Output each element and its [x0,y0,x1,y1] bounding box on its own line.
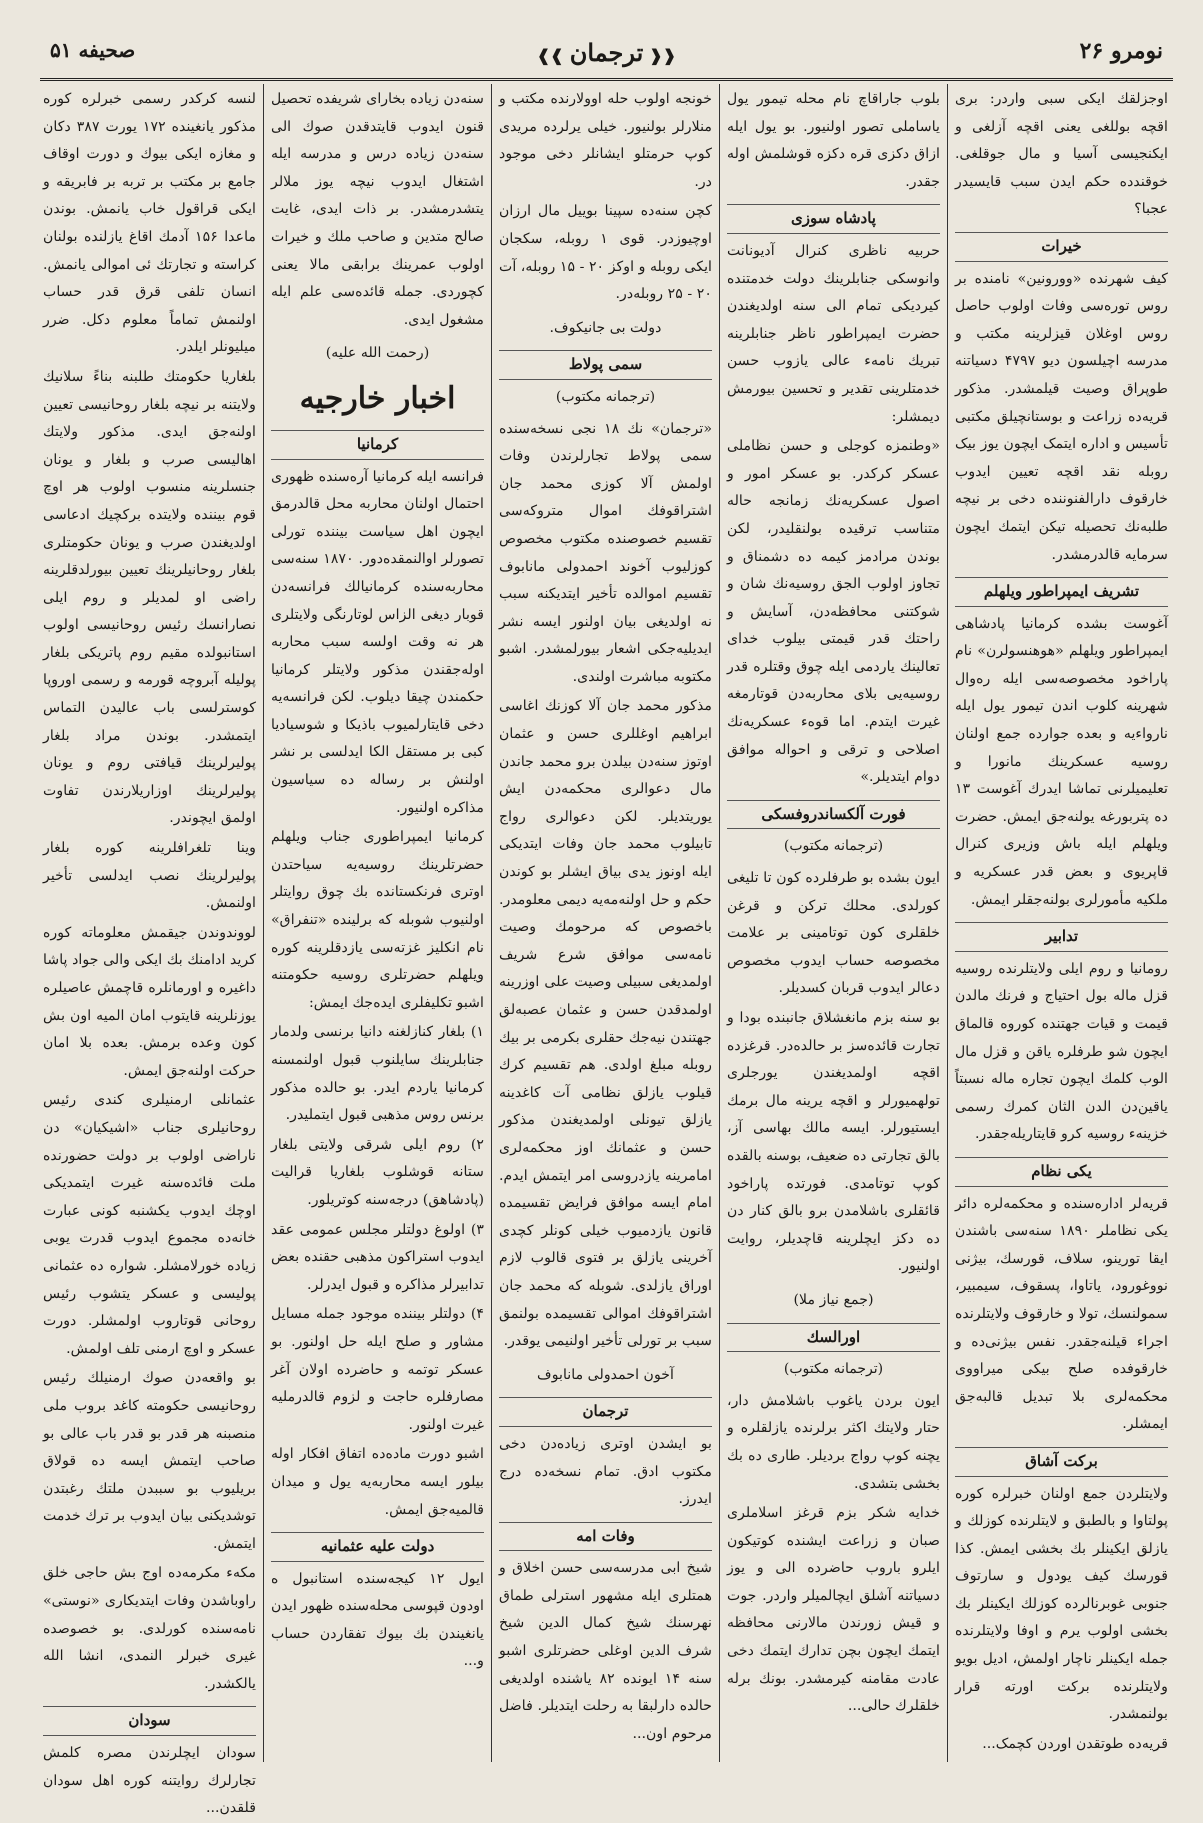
newspaper-title: ❰❰ ترجمان ❱❱ [536,38,677,67]
text-columns [36,84,1175,1817]
paragraph: حربیه ناظری کنرال آدیونانت وانوسکی جنابلرینك دولت خدمتنده کیردیکی تمام الی سنه اولدیغندن حضرت ایمپراطور ناظر جنابلرینه تبریك نامه‌ء عالی یازوب حسن خدمتلرینی تقدیر و تحسین بیورمش دیمشلر: [727,242,940,425]
paragraph: بو واقعه‌دن صوك ارمنیلك رئیس روحانیسی حکومته کاغد بروب ملی منصبنه هر قدر بو قدر باب عالی بو صاحب ایتمش ایسه ده قولاق بریلیوب بو سببدن ملتك رغبتدن توشدیکنی بیان ایدوب بر ترك خدمت ایتمش. [43,1370,256,1552]
left-ornament-icon: ❰❰ [536,46,564,65]
section-heading: سمی پولاط [499,350,712,380]
paragraph: ۴) دولتلر بیننده موجود جمله مسایل مشاور و صلح ایله حل اولنور. بو عسکر توتمه و حاضرده اولان آغر مصارفلره حاجت و لزوم قالدرملیه غیرت اولنور. [271,1306,484,1433]
paragraph: لووندوندن جیقمش معلوماته کوره کرید ادامنك بك ایکی والی جواد پاشا داغیره و اورمانلره قاچمش عاصیلره یوزنلرینه قایتوب امان المیه اون بش کون وعده برمش. بعده بلا امان حرکت اولنه‌جق ایمش. [43,924,256,1079]
paragraph: وینا تلغرافلرینه کوره بلغار پولیرلرینك نصب ایدلسی تأخیر اولنمش. [43,840,256,912]
paragraph: رومانیا و روم ایلی ولایتلرنده روسیه قزل ماله بول احتیاج و فرنك مالدن قیمت و قیات جهتنده کوروه قالماق ایچون شو طرفلره یاقن و قزل مال الوب کلمك ایچون تجاره ماله نسبتاً یاقین‌دن الدن الثان کمرك رسمی خزینه‌ء روسیه کرو قایتاریله‌جقدر. [955,960,1168,1143]
paragraph: ایون بردن یاغوب باشلامش دار، حتار ولایتك اکثر برلرنده یازلقلره و یچنه کوپ رواج بردیلر. طاری ده بك بخشی بتشدی. [727,1392,940,1492]
paragraph: بو سنه بزم مانغشلاق جانبنده بودا و تجارت قائده‌سز بر حالده‌در. قرغزده اقچه اولمدیغندن یورجلری تولهمیورلر و اقچه یرینه مال برمك ایستیورلر. ایسه مالك بهاسی آز، بالق تجارتی ده ضعیف، بوسنه بالقده کوپ توتامدی. فورتده پاراخود قائقلری باشلامدن برو بالق کنار دن ده دکز ایچلرینه قاچدیلر، روایت اولنیور. [727,1010,940,1275]
column-2 [719,84,947,1762]
paragraph: شیخ ابی مدرسه‌سی حسن اخلاق و همتلری ایله مشهور استرلی طماق نهرسنك شیخ کمال الدین شیخ شرف الدین اوغلی حضرتلری اشبو سنه ۱۴ ایونده ۸۲ یاشنده اولدیغی حالده دارلبقا به رحلت ایتدیلر. فاضل مرحوم اون... [499,1560,712,1742]
section-heading: یکی نظام [955,1157,1168,1187]
paragraph: کرمانیا ایمپراطوری جناب ویلهلم حضرتلرینك روسیه‌یه سیاحتدن اوتری فرنکستانده بك چوق روایتلر اولنیوب شوبله که برلینده «تنفراق» نام انکلیز غزته‌سی یازدقلرینه کوره ویلهلم حضرتلری روسیه حکومتنه اشبو تکلیفلری ایده‌جك ایمش: [271,829,484,1011]
signature: (رحمت الله علیه) [325,345,430,362]
foreign-news-title: اخبار خارجیه [299,380,456,416]
paragraph: خدایه شکر بزم قرغز اسلاملری صبان و زراعت ایشنده کوتیکون ایلرو باروب حاضرده الی و یوز دسیاتنه آشلق ایچالمیلر واردر. جوت و قیش زورندن مالارنی محافظه ایتمك ایچون بچن تدارك ایتمك دخی عادت مقامنه کیرمشدر. بونك برله خلقلرك حالی... [727,1505,940,1715]
section-subheading: (ترجمانه مکتوب) [555,388,656,405]
section-heading: ترجمان [499,1397,712,1427]
signature: دولت بی جانیکوف. [549,319,662,336]
column-1 [947,84,1175,1762]
paragraph: مکه‌ء مکرمه‌ده اوج بش حاجی خلق راوباشدن وفات ایتدیکاری «نوستی» نامه‌سنده کورلدی. بو خصوصده غیری خبرلر النمدی، انشا الله یالکشدر. [43,1565,256,1692]
paragraph: ۳) اولوغ دولتلر مجلس عمومی عقد ایدوب استراکون مذهبی حقنده بعض تدابیرلر مذاکره و قبول ایدرلر. [271,1221,484,1293]
signature: آخون احمدولی مانابوف [536,1366,675,1383]
paragraph: خونجه اولوب حله اوولارنده مکتب و منلارلر بولنیور. خیلی یرلرده مریدی کوپ حرمتلو ایشانلر دخی موجود در. [499,91,712,190]
paragraph: لنسه کرکدر رسمی خبرلره کوره مذکور یانغینده ۱۷۲ یورت ۳۸۷ دکان و مغازه ایکی بیوك و دورت اوقاف جامع بر مکتب بر تربه بر فابریقه و ایکی قراقول خاب یانمش. بوندن ماعدا ۱۵۶ آدمك اقاغ یازلنده بولنان کراسته و تجارتك ئی اموالی یانمش. انسان تلفی قرق قدر حساب اولنمش تماماً معلوم دکل. ضرر میلیونلر ایلدر. [43,91,256,356]
paragraph: ۱) بلغار کنازلغنه دانیا برنسی ولدمار جنابلرینك سایلنوب قبول اولنمسنه کرمانیا یاردم ایدر. بو حالده مذکور برنس روس مذهبی قبول ایتملیدر. [271,1024,484,1124]
paragraph: قریه‌لر اداره‌سنده و محکمه‌لره دائر یکی نظاملر ۱۸۹۰ سنه‌سی باشندن ایقا تورینو، سلاف، قورسك، بیژنی نووغورود، یاتاوا، پسقوف، سیمبیر، سمولنسك، تولا و خارقوف ولایتلرنده اجراء قیلنه‌جقدر. نفس بیژنی‌ده و خارقوفده صلح بیکی میراووی محکمه‌لری بلا تبدیل قالبه‌جق ایمشلر. [955,1195,1168,1433]
masthead [40,28,1173,81]
paragraph: اوجزلقك ایکی سبی واردر: بری اقچه بوللغی یعنی اقچه آزلغی و ایکنجیسی آسیا و مال جوقلغی. خوقندده حکم ایدن سبب قایسیدر عجبا؟ [955,91,1168,218]
paragraph: سودان ایچلرندن مصره کلمش تجارلرك روایتنه کوره اهل سودان قلقدن... [43,1745,256,1817]
section-heading: تشریف ایمپراطور ویلهلم [955,577,1168,607]
paragraph: عثمانلی ارمنیلری کندی رئیس روحانیلری جناب «اشیکیان» دن ناراضی اولوب بر دولت حضورنده ملت فائده‌سنه غیرت ایتمدیکی اوچك ایدوب یکشنبه کونی عبارت خانه‌ده مجموع ایدوب قدرت یوبی زیاده خورلامشلر. شواره ده عثمانی پولیسی و عسکر یتشوب رئیس روحانی قوتاروب اولمشلر. دورت عسکر و اوچ ارمنی تلف اولمش. [43,1092,256,1357]
section-heading: پادشاه سوزی [727,204,940,234]
column-4 [263,84,491,1762]
paragraph: مذکور محمد جان آلا کوزنك اغاسی ابراهیم اوغللری حسن و عثمان اوتوز سنه‌دن بیلدن برو محمد جاندن مال دعوالری محکمه‌دن ایش یوریتدیلر. لکن دعوالری رواج تابیلوب محمد جان وفات ایتدیکی ایله اونوز یدی بیاق ایشلر بو کوندن حکم و حل اولنه‌مه‌یه دیمی معلومدر. باخصوص که مرحومك وصیت نامه‌سی موافق شرع شریف اولمدیغی سبیلی وصیت علی اوزرینه اولمدقدن حسن و عثمان عصبه‌لق جهتندن نیه‌جك حقلری بکرمی بر بیك روبله مبلغ اولدی. هم تقسیم کرك قیلوب یازلق نظامی آت کاغدینه یازلق تیونلی اولمدیغندن مذکور حسن و عثمانك اوز محکمه‌لری امامرینه یازدروسی امر ایتمش ایدم. امام ایسه موافق فرایض تقسیمده قانون یازدمیوب خیلی کونلر کچدی آخرینی یازلق بر فتوی قالوب لازم اوراق یازلدی. شوبله که محمد جان اشتراقوفك اموالی تقسیمده بولنمق سبب بر تورلی تأخیر اولنیمی یوقدر. [499,698,712,1350]
section-subheading: (ترجمانه مکتوب) [783,1361,884,1378]
section-heading: وفات امه [499,1522,712,1552]
paragraph: اشبو دورت ماده‌ده اتفاق افکار اوله بیلور ایسه محاربه‌یه یول و میدان قالمیه‌جق ایمش. [271,1446,484,1518]
page-number: ۵۱ صحیفه [50,38,136,62]
section-heading: کرمانیا [271,430,484,460]
section-heading: دولت علیه عثمانیه [271,1532,484,1562]
column-5 [36,84,263,1817]
paragraph: ایون بشده بو طرفلرده کون تا تلیغی کورلدی. محلك ترکن و قرغن خلقلری کون توتامینی بر علامت مخصوصه حساب ایدوب مخصوص دعالر ایدوب قربان کسدیلر. [727,870,940,997]
section-heading: فورت آلکساندروفسکی [727,800,940,830]
right-ornament-icon: ❱❱ [649,46,677,65]
paragraph: کچن سنه‌ده سپینا بوییل مال ارزان اوچیوزدر. قوی ۱ روبله، سکجان ایکی روبله و اوکز ۲۰ - ۱۵ روبله، آت ۲۰ - ۲۵ روبله‌در. [499,203,712,303]
paragraph: سنه‌دن زیاده بخارای شریفده تحصیل قنون ایدوب قایتدقدن صوك الی سنه‌دن زیاده درس و مدرسه ایله اشتغال ایدوب نیچه یوز ملالر یتشدرمشدر. بر ذات ایدی، غایت صالح متدین و صاحب ملك و خیرات اولوب عمرینك برابقی مالا یعنی کچوردی. جمله قائده‌سی علم ایله مشغول ایدی. [271,91,484,328]
section-heading: خیرات [955,232,1168,262]
signature: (جمع نیاز ملا) [793,1291,874,1308]
paragraph: ایول ۱۲ کیجه‌سنده استانبول ه اودون قپوسی محله‌سنده ظهور ایدن یانغیندن بك بیوك تفقاردن حساب و... [271,1570,484,1670]
section-heading: اورالسك [727,1323,940,1353]
paragraph: آغوست بشده کرمانیا پادشاهی ایمپراطور ویلهلم «هوهنسولرن» نام پاراخود مخصوصه‌سی ایله ره‌وال شهرینه کلوب اندن تیمور یول ایله نارواءیه و بعده جوارده جمع اولنان روسیه عسکرینك مانورا و تعلیمیلرنی تماشا ایدرك آغوست ۱۳ ده پتربورغه یولنه‌جق ایمش. حضرت ویلهلم ایله باش وزیری کنرال قاپریوی و بعض قدر عسکریه و ملکیه مأمورلری بولنه‌جقلر ایمش. [955,615,1168,908]
section-subheading: (ترجمانه مکتوب) [783,838,884,855]
paragraph: کیف شهرنده «وورونین» نامنده بر روس توره‌سی وفات اولوب حاصل روس اوغلان قیزلرینه مکتب و مدرسه اچیلسون دیو ۴۷۹۷ دسیاتنه طوپراق وصیت قیلمشدر. مذکور قریه‌ده زراعت و بوستانچیلق مکتبی تأسیس و اداره ایتمک ایچون یوز بیک روبله نقد اقچه تعیین ایدوب خارقوف دارالفنوننده دخی بر نیچه طلبه‌نك تحصیله تیکن ایتمك ایچون سرمایه قالدرمشدر. [955,270,1168,563]
issue-number: نومرو ۲۶ [1079,38,1163,64]
section-heading: سودان [43,1706,256,1736]
paragraph: «ترجمان» نك ۱۸ نجی نسخه‌سنده سمی پولاط تجارلرندن وفات اولمش آلا کوزی محمد جان اشتراقوفك اموال متروکه‌سی تقسیم خصوصنده مکتوب مخصوص کوزلیوب آخوند احمدولی مانابوف تقسیم اموالده تأخیر ایتدیکنه سبب نه اولدیغی بیان اولنور ایسه نشر ایدیلیه‌جکی اشعار بیورلمشدر. اشبو مکتوبه مباشرت اولندی. [499,420,712,685]
paragraph: ۲) روم ایلی شرقی ولایتی بلغار ستانه قوشلوب بلغاریا قرالیت (پادشاهق) درجه‌سنه کوتریلور. [271,1136,484,1208]
section-heading: تدابیر [955,922,1168,952]
paragraph: «وطنمزه کوجلی و حسن نظاملی عسکر کرکدر. بو عسکر امور و اصول عسکریه‌نك زمانجه حاله متناسب ترقیده بولنقلیدر، لکن بوندن مرادمز کیمه ده دشمناق و تجاوز اولوب الجق روسیه‌نك شان و شوکتنی محافظه‌دن، آسایش و راحتك قدر قیمتی بیلوب خدای تعالینك یاردمی ایله چوق وقتلره قدر روسیه‌یی بلای محاربه‌دن قوتارمغه غیرت ایتدم. اما قوه‌ء عسکریه‌نك اصلاحی و ترقی و احواله موافق دوام ایتدیلر.» [727,438,940,786]
paragraph: فرانسه ایله کرمانیا آره‌سنده ظهوری احتمال اولنان محاربه محل قالدرمق ایچون اهل سیاست بیننده تورلی تصورلر اوالنمقده‌دور. ۱۸۷۰ سنه‌سی محاربه‌سنده کرمانیالك فرانسه‌دن قوبار دیغی الزاس لوتارنگی ولایتلری هر نه وقت اولسه سبب محاربه اوله‌جقندن مذکور ولایتلر کرمانیا حکمندن چیقا دیلوب. لکن فرانسه‌یه دخی قایتارلمیوب باذیکا و شوسیادیا کبی بر مستقل الکا ایدلسی بر نشر اولنش بر رساله ده سیاسیون مذاکره اولنیور. [271,468,485,816]
paragraph: بلغاریا حکومتك طلبنه بناءً سلانیك ولایتنه بر نیچه بلغار روحانیسی تعیین اولنه‌جق ایدی. مذکور ولایتك اهالیسی صرب و بلغار و یونان جنسلرینه منسوب اولوب هر اوچ قوم بیننده ولایتده برکچیك ادعاسی اولدیغندن صرب و یونان حکومتلری بلغار روحانیلرینك تعیین بیورلدقلرینه راضی او لمدیلر و روم ایلی نصارانسك رئیس روحانیسی اولوب استانبولده مقیم روم پاتریکی بلغار پولیله آبروچه قورمه و رسمی اوروپا کوسترلسی باب عالیدن التماس ایتمشدر. بوندن مراد بلغار پولیرلرینك قیافتی روم و یونان پولیرلرینك اوزاریلارندن تفاوت اولمق ایچوندر. [43,368,256,827]
paragraph: قریه‌ده طوتقدن اوردن کچمک... [982,1735,1168,1752]
paragraph: بو ایشدن اوتری زیاده‌دن دخی مکتوب ادق. تمام نسخه‌ده درج ایدرز. [499,1435,712,1508]
section-heading: برکت آشاق [955,1447,1168,1477]
paragraph: بلوب جاراقاچ نام محله تیمور یول یاساملی تصور اولنیور. بو یول ایله ازاق دکزی قره دکزه قوشلمش اوله جقدر. [727,91,940,190]
paragraph: ولایتلردن جمع اولنان خبرلره کوره پولتاوا و بالطبق و لایتلرنده کوزلك و یازلق ایکینلر بك بخشی ایمش. کذا قورسك کیف یودول و سارتوف جنوبی غوبرنالرده کوزلك ایکینلر بك بخشی اولوب یرم و اوفا ولایتلرنده جمله ایکینلر ناچار اولمش، ادیل بویو ولایتلرنده برکت اورته قرار بولنمشدر. [955,1485,1168,1723]
column-3 [491,84,719,1762]
